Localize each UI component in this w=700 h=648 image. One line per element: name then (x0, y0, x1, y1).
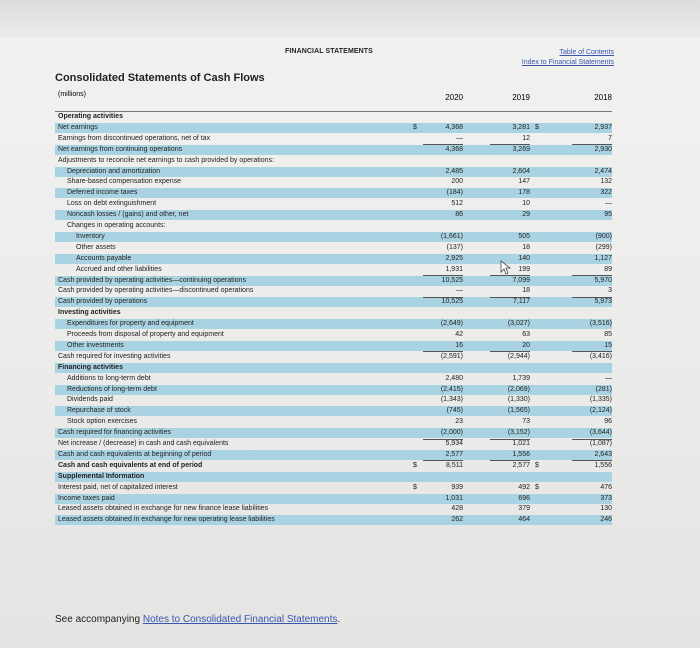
row-label: Financing activities (58, 363, 123, 371)
value-2020: — (456, 287, 463, 295)
value-2020: 428 (451, 505, 463, 513)
value-2019: 29 (522, 211, 530, 219)
top-shadow (0, 0, 700, 38)
value-2020: 262 (451, 516, 463, 524)
subtotal-rule (423, 460, 463, 461)
subtotal-rule (572, 351, 612, 352)
value-2018: 89 (604, 265, 612, 273)
value-2019: 2,604 (512, 167, 530, 175)
row-label: Proceeds from disposal of property and equipment (67, 331, 224, 338)
row-label: Inventory (76, 232, 105, 240)
table-row (55, 145, 612, 155)
page-title: Consolidated Statements of Cash Flows (55, 72, 265, 84)
table-row (55, 265, 612, 275)
value-2019: 199 (518, 265, 530, 273)
value-2018: 246 (600, 516, 612, 524)
index-financial-statements-link[interactable]: Index to Financial Statements (521, 59, 614, 66)
subtotal-rule (572, 297, 612, 298)
value-2018: 132 (600, 178, 612, 186)
table-row (55, 199, 612, 209)
table-row (55, 319, 612, 329)
subtotal-rule (423, 439, 463, 440)
table-header-row (55, 89, 612, 112)
table-row (55, 297, 612, 307)
row-label: Cash required for investing activities (58, 352, 171, 360)
value-2020: 1,031 (445, 494, 463, 502)
row-label: Leased assets obtained in exchange for new finance lease liabilities (58, 505, 269, 513)
value-2019: 178 (518, 189, 530, 197)
row-label: Adjustments to reconcile net earnings to cash provided by operations: (58, 156, 274, 164)
notes-link[interactable]: Notes to Consolidated Financial Statements (142, 614, 338, 625)
value-2019: 3,281 (512, 123, 530, 131)
mouse-cursor-icon (500, 260, 514, 276)
value-2020: 10,525 (441, 276, 463, 284)
value-2020: 16 (455, 341, 463, 349)
value-2019: 379 (518, 505, 530, 513)
value-2020: 10,525 (441, 298, 463, 306)
value-2020: (137) (446, 243, 463, 251)
table-row (55, 232, 612, 242)
value-2019: (2,069) (507, 385, 530, 393)
subtotal-rule (490, 351, 530, 352)
value-2020: 4,368 (445, 123, 463, 131)
footer-suffix: . (337, 614, 341, 625)
row-label: Loss on debt extinguishment (67, 200, 157, 208)
value-2018: — (605, 200, 612, 208)
table-row (55, 352, 612, 362)
row-label: Cash provided by operations (58, 298, 148, 306)
footer-note (55, 614, 340, 625)
row-label: Depreciation and amortization (67, 167, 160, 175)
table-row (55, 406, 612, 416)
table-row (55, 243, 612, 253)
subtotal-rule (490, 144, 530, 145)
row-label: Investing activities (58, 309, 121, 317)
table-row (55, 341, 612, 351)
dollar-sign: $ (535, 123, 539, 131)
table-row (55, 417, 612, 427)
value-2020: (1,343) (440, 396, 463, 404)
value-2018: 2,474 (594, 167, 612, 175)
value-2020: (1,661) (440, 232, 463, 240)
value-2018: 322 (600, 189, 612, 197)
value-2019: 63 (522, 331, 530, 338)
subtotal-rule (423, 297, 463, 298)
table-of-contents-link[interactable]: Table of Contents (559, 49, 614, 56)
value-2020: 939 (451, 483, 463, 491)
row-label: Deferred income taxes (67, 189, 138, 197)
value-2019: 1,021 (512, 440, 530, 447)
value-2020: 2,480 (445, 374, 463, 382)
table-row (55, 123, 612, 133)
row-label: Additions to long-term debt (67, 374, 151, 382)
subtotal-rule (572, 144, 612, 145)
table-row (55, 472, 612, 482)
row-label: Noncash losses / (gains) and other, net (67, 211, 189, 219)
value-2020: 8,511 (446, 461, 463, 469)
subtotal-rule (423, 351, 463, 352)
value-2019: 1,739 (512, 374, 530, 382)
value-2019: (3,152) (507, 429, 530, 437)
row-label: Net earnings (58, 123, 98, 131)
row-label: Reductions of long-term debt (67, 385, 157, 393)
value-2020: 200 (451, 178, 463, 186)
value-2018: (3,516) (589, 320, 612, 328)
value-2020: 2,485 (445, 167, 463, 175)
value-2020: 1,931 (445, 265, 463, 273)
value-2020: 86 (455, 211, 463, 219)
value-2018: — (605, 374, 612, 382)
value-2018: (900) (595, 232, 612, 240)
row-label: Cash provided by operating activities—continuing operations (58, 276, 246, 284)
year-2020: 2020 (445, 93, 463, 102)
value-2020: 42 (455, 331, 463, 338)
value-2019: (1,330) (507, 396, 530, 404)
value-2020: (2,649) (440, 320, 463, 328)
dollar-sign: $ (535, 483, 539, 491)
table-row (55, 515, 612, 525)
row-label: Expenditures for property and equipment (67, 320, 194, 328)
year-2019: 2019 (512, 93, 530, 102)
row-label: Earnings from discontinued operations, net of tax (58, 134, 211, 142)
toc-links (522, 48, 614, 68)
row-label: Repurchase of stock (67, 407, 131, 415)
table-row (55, 461, 612, 471)
value-2018: 15 (604, 341, 612, 349)
section-header: FINANCIAL STATEMENTS (285, 48, 373, 55)
table-row (55, 221, 612, 231)
table-row (55, 188, 612, 198)
value-2019: 10 (522, 200, 530, 208)
table-row (55, 210, 612, 220)
value-2019: 18 (522, 287, 530, 295)
value-2020: (745) (446, 407, 463, 415)
year-2018: 2018 (594, 93, 612, 102)
subtotal-rule (572, 439, 612, 440)
subtotal-rule (490, 297, 530, 298)
table-row (55, 450, 612, 460)
table-row (55, 286, 612, 296)
row-label: Supplemental Information (58, 472, 145, 480)
table-row (55, 483, 612, 493)
footer-prefix: See accompanying (55, 614, 143, 625)
row-label: Leased assets obtained in exchange for new operating lease liabilities (58, 516, 275, 524)
value-2020: 4,368 (445, 145, 463, 153)
dollar-sign: $ (413, 123, 417, 131)
row-label: Share-based compensation expense (67, 178, 182, 186)
value-2020: (184) (446, 189, 463, 197)
row-label: Other assets (76, 243, 116, 251)
value-2019: 492 (518, 483, 530, 491)
value-2018: 5,970 (594, 276, 612, 284)
table-row (55, 276, 612, 286)
value-2020: 23 (455, 418, 463, 426)
row-label: Other investments (67, 341, 124, 349)
table-row (55, 308, 612, 318)
value-2019: 696 (518, 494, 530, 502)
value-2019: (1,565) (507, 407, 530, 415)
table-row (55, 363, 612, 373)
subtotal-rule (572, 460, 612, 461)
value-2018: (3,644) (589, 429, 612, 437)
subtotal-rule (572, 275, 612, 276)
row-label: Changes in operating accounts: (67, 222, 166, 229)
value-2018: 476 (600, 483, 612, 491)
table-row (55, 494, 612, 504)
value-2020: 2,925 (445, 254, 463, 262)
dollar-sign: $ (413, 461, 417, 469)
value-2019: 12 (522, 134, 530, 142)
table-row (55, 385, 612, 395)
row-label: Dividends paid (67, 396, 113, 404)
table-row (55, 504, 612, 514)
table-row (55, 439, 612, 449)
value-2020: 5,934 (445, 440, 463, 447)
table-row (55, 254, 612, 264)
subtotal-rule (423, 144, 463, 145)
row-label: Cash and cash equivalents at beginning of period (58, 450, 212, 458)
table-row (55, 167, 612, 177)
value-2018: (2,124) (589, 407, 612, 415)
value-2019: 73 (522, 418, 530, 426)
table-row (55, 395, 612, 405)
row-label: Net earnings from continuing operations (58, 145, 183, 153)
table-row (55, 330, 612, 340)
value-2018: 95 (604, 211, 612, 219)
value-2020: 2,577 (445, 450, 463, 458)
table-row (55, 134, 612, 144)
value-2019: 140 (518, 254, 530, 262)
row-label: Interest paid, net of capitalized interest (58, 483, 178, 491)
table-row (55, 112, 612, 122)
row-label: Accrued and other liabilities (76, 265, 162, 273)
value-2019: 7,117 (513, 298, 530, 306)
value-2019: 18 (522, 243, 530, 251)
row-label: Cash and cash equivalents at end of period (58, 461, 203, 469)
value-2019: 1,556 (512, 450, 530, 458)
row-label: Accounts payable (76, 254, 132, 262)
table-row (55, 177, 612, 187)
value-2019: 2,577 (512, 461, 530, 469)
value-2019: 3,269 (512, 145, 530, 153)
value-2018: (1,087) (589, 440, 612, 447)
value-2018: (281) (595, 385, 612, 393)
value-2019: 20 (522, 341, 530, 349)
dollar-sign: $ (413, 483, 417, 491)
subtotal-rule (490, 439, 530, 440)
dollar-sign: $ (535, 461, 539, 469)
value-2019: 464 (518, 516, 530, 524)
value-2018: 2,930 (594, 145, 612, 153)
value-2018: 1,556 (594, 461, 612, 469)
row-label: Operating activities (58, 113, 123, 120)
row-label: Cash required for financing activities (58, 429, 171, 437)
value-2019: 505 (518, 232, 530, 240)
value-2020: — (456, 134, 463, 142)
row-label: Net increase / (decrease) in cash and cash equivalents (58, 440, 229, 447)
value-2018: 2,643 (594, 450, 612, 458)
value-2019: 7,099 (512, 276, 530, 284)
table-row (55, 428, 612, 438)
value-2019: (2,944) (507, 352, 530, 360)
value-2018: 3 (608, 287, 612, 295)
value-2020: (2,591) (440, 352, 463, 360)
table-row (55, 374, 612, 384)
row-label: Cash provided by operating activities—discontinued operations (58, 287, 254, 295)
subtotal-rule (423, 275, 463, 276)
table-row (55, 156, 612, 166)
value-2018: 1,127 (594, 254, 612, 262)
value-2020: (2,000) (440, 429, 463, 437)
value-2018: 2,937 (594, 123, 612, 131)
value-2018: 85 (604, 331, 612, 338)
value-2018: (299) (595, 243, 612, 251)
unit-label: (millions) (58, 91, 86, 98)
row-label: Income taxes paid (58, 494, 115, 502)
value-2018: (1,335) (589, 396, 612, 404)
value-2020: (2,415) (440, 385, 463, 393)
value-2018: 373 (600, 494, 612, 502)
value-2018: 130 (600, 505, 612, 513)
value-2018: 96 (604, 418, 612, 426)
value-2019: 147 (518, 178, 530, 186)
value-2019: (3,027) (507, 320, 530, 328)
row-label: Stock option exercises (67, 418, 138, 426)
value-2020: 512 (451, 200, 463, 208)
value-2018: (3,416) (589, 352, 612, 360)
value-2018: 5,973 (594, 298, 612, 306)
subtotal-rule (490, 460, 530, 461)
value-2018: 7 (608, 134, 612, 142)
